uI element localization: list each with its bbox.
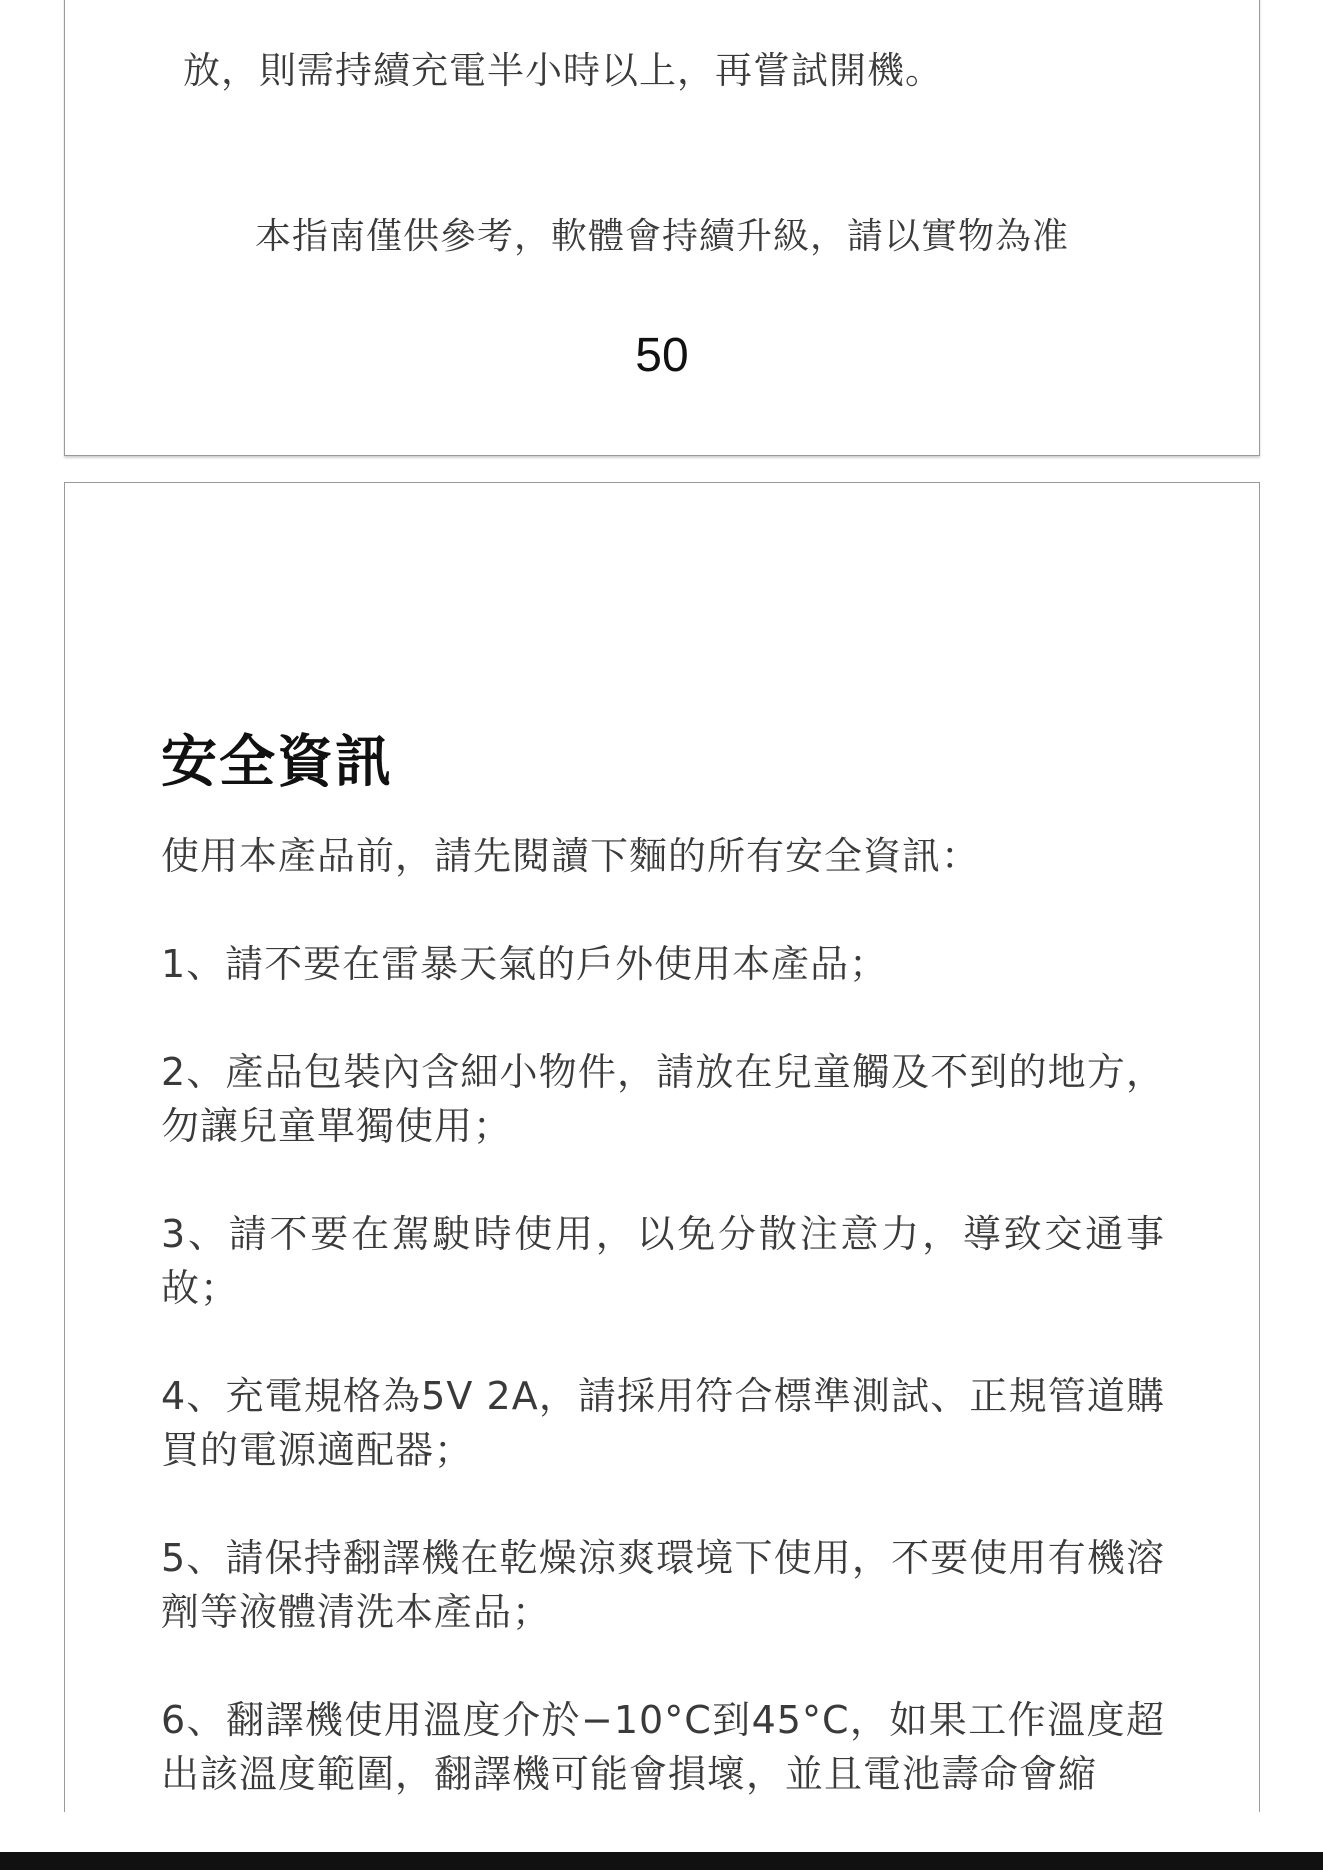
safety-item: 5、請保持翻譯機在乾燥涼爽環境下使用，不要使用有機溶劑等液體清洗本產品；	[161, 1536, 1165, 1634]
safety-item: 2、產品包裝內含細小物件，請放在兒童觸及不到的地方，勿讓兒童單獨使用；	[161, 1050, 1165, 1148]
page-number: 50	[635, 329, 689, 382]
safety-item: 6、翻譯機使用溫度介於−10°C到45°C，如果工作溫度超出該溫度範圍，翻譯機可能會損壞，並且電池壽命會縮	[161, 1698, 1165, 1796]
safety-list	[161, 937, 1165, 1801]
previous-page	[64, 0, 1260, 456]
footer-note: 本指南僅供參考，軟體會持續升級，請以實物為准	[254, 216, 1069, 257]
bottom-edge-bar	[0, 1852, 1323, 1870]
page-content	[161, 727, 1165, 1812]
safety-item: 1、請不要在雷暴天氣的戶外使用本產品；	[161, 942, 889, 986]
page-text-fragment: 放，則需持續充電半小時以上，再嘗試開機。	[183, 49, 943, 92]
current-page	[64, 482, 1260, 1812]
safety-item: 4、充電規格為5V 2A，請採用符合標準測試、正規管道購買的電源適配器；	[161, 1374, 1165, 1472]
intro-paragraph: 使用本產品前，請先閱讀下麵的所有安全資訊：	[161, 834, 981, 878]
safety-item: 3、請不要在駕駛時使用，以免分散注意力，導致交通事故；	[161, 1212, 1165, 1310]
section-title: 安全資訊	[161, 730, 393, 795]
